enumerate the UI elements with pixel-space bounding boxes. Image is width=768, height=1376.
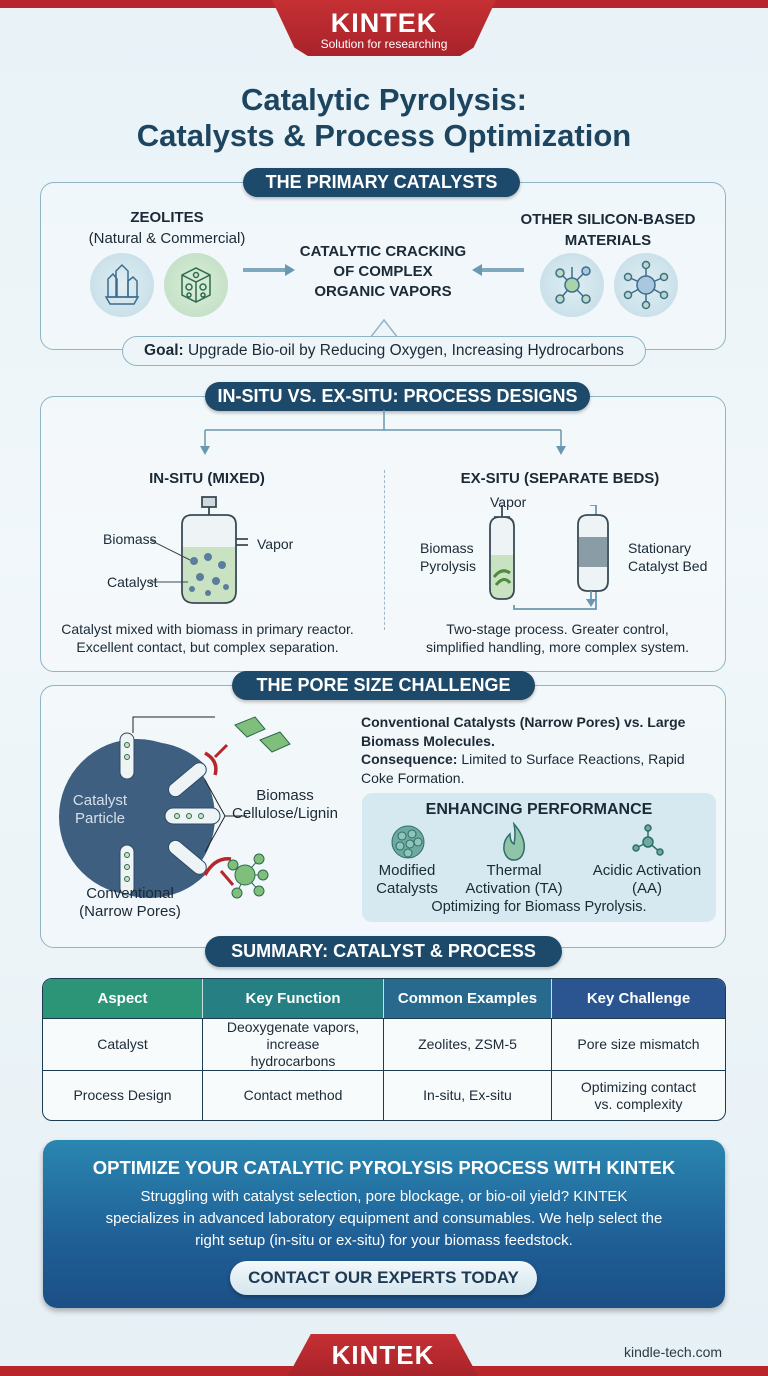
- col-key-challenge: Key Challenge: [552, 979, 725, 1018]
- silica-network-icon: [614, 253, 678, 317]
- enh-modified-line1: Modified: [378, 862, 436, 879]
- insitu-title: IN-SITU (MIXED): [149, 470, 265, 487]
- biomass-mol-line1: Biomass: [256, 787, 314, 804]
- sphere-cluster-icon: [390, 824, 426, 860]
- cracking-line3: ORGANIC VAPORS: [314, 283, 452, 300]
- table-row: [43, 1070, 725, 1120]
- brand-logo: KINTEK: [330, 8, 438, 38]
- enhancing-title: ENHANCING PERFORMANCE: [425, 801, 653, 818]
- particle-line1: Catalyst: [72, 792, 128, 809]
- crystal-icon: [90, 253, 154, 317]
- cell: Pore size mismatch: [552, 1018, 725, 1070]
- zeolites-label: ZEOLITES: [130, 209, 204, 226]
- consequence-label: Consequence:: [361, 751, 458, 767]
- enh-acidic-line1: Acidic Activation: [592, 862, 702, 879]
- insitu-catalyst-label: Catalyst: [107, 574, 158, 590]
- goal-text: Upgrade Bio-oil by Reducing Oxygen, Increasing Hydrocarbons: [183, 342, 624, 359]
- exsitu-vapor-label: Vapor: [490, 494, 527, 510]
- desc-line2: Biomass Molecules.: [361, 732, 495, 749]
- biomass-mol-line2: Cellulose/Lignin: [232, 805, 338, 822]
- silicon-line2: MATERIALS: [564, 232, 652, 249]
- cell: In-situ, Ex-situ: [384, 1070, 552, 1120]
- insitu-caption2: Excellent contact, but complex separation.: [76, 639, 339, 655]
- section-heading-pore: THE PORE SIZE CHALLENGE: [232, 671, 535, 700]
- catalytic-cracking-label: [283, 242, 483, 302]
- exsitu-biomass-label: [420, 539, 476, 575]
- cracking-line2: OF COMPLEX: [333, 263, 433, 280]
- cta-body: [43, 1186, 725, 1252]
- brand-tagline: Solution for researching: [320, 37, 448, 51]
- cta-title: OPTIMIZE YOUR CATALYTIC PYROLYSIS PROCESS WITH KINTEK: [92, 1157, 676, 1178]
- biomass-molecule-label: [225, 787, 345, 823]
- enh-item-acidic: [582, 862, 712, 898]
- enh-modified-line2: Catalysts: [376, 880, 438, 897]
- cta-body-line3: right setup (in-situ or ex-situ) for your biomass feedstock.: [195, 1232, 573, 1249]
- silica-molecule-icon: [540, 253, 604, 317]
- zeolites-sublabel: (Natural & Commercial): [88, 230, 246, 247]
- summary-table-wrap: [42, 978, 726, 1121]
- conv-line2: (Narrow Pores): [79, 903, 181, 920]
- mixed-reactor-icon: [150, 495, 270, 610]
- col-common-examples: Common Examples: [384, 979, 552, 1018]
- molecule-icon: [628, 824, 668, 860]
- branch-connector: [195, 410, 575, 460]
- cta-body-line1: Struggling with catalyst selection, pore blockage, or bio-oil yield? KINTEK: [140, 1188, 628, 1205]
- insitu-vapor-label: Vapor: [257, 536, 294, 552]
- enh-footer: Optimizing for Biomass Pyrolysis.: [431, 899, 647, 915]
- enh-item-modified: [362, 862, 452, 898]
- insitu-caption1: Catalyst mixed with biomass in primary reactor.: [61, 621, 354, 637]
- cell: Deoxygenate vapors, increase hydrocarbons: [203, 1018, 384, 1070]
- cell: Optimizing contact vs. complexity: [552, 1070, 725, 1120]
- pore-description: [361, 713, 685, 787]
- particle-line2: Particle: [74, 810, 126, 827]
- cell: Contact method: [203, 1070, 384, 1120]
- footer-logo: KINTEK: [331, 1340, 435, 1370]
- catalyst-particle-label: [60, 792, 140, 828]
- goal-banner: [122, 336, 646, 366]
- desc-line1: Conventional Catalysts (Narrow Pores) vs. Large: [361, 714, 686, 730]
- pointer-notch: [370, 318, 398, 338]
- conventional-label: [65, 885, 195, 921]
- cell: Zeolites, ZSM-5: [384, 1018, 552, 1070]
- cell: Catalyst: [43, 1018, 203, 1070]
- summary-table: [42, 978, 726, 1121]
- enh-item-thermal: [454, 862, 574, 898]
- cracking-line1: CATALYTIC CRACKING: [299, 243, 467, 260]
- bed-line2: Catalyst Bed: [628, 558, 708, 574]
- cell: Process Design: [43, 1070, 203, 1120]
- cta-body-line2: specializes in advanced laboratory equipment and consumables. We help select the: [105, 1210, 663, 1227]
- section-heading-process: IN-SITU VS. EX-SITU: PROCESS DESIGNS: [205, 382, 590, 411]
- exsitu-caption2: simplified handling, more complex system.: [426, 639, 689, 655]
- enh-acidic-line2: (AA): [632, 880, 662, 897]
- arrow-left-icon: [468, 262, 524, 278]
- table-header-row: [43, 979, 725, 1018]
- contact-experts-button[interactable]: CONTACT OUR EXPERTS TODAY: [230, 1261, 537, 1295]
- website-link[interactable]: kindle-tech.com: [624, 1344, 723, 1360]
- consequence-line2: Coke Formation.: [361, 769, 465, 786]
- insitu-biomass-label: Biomass: [103, 531, 157, 547]
- exsitu-caption1: Two-stage process. Greater control,: [446, 621, 669, 637]
- conv-line1: Conventional: [86, 885, 174, 902]
- biomass-line1: Biomass: [420, 540, 474, 556]
- section-heading-summary: SUMMARY: CATALYST & PROCESS: [205, 936, 562, 967]
- section-heading-primary: THE PRIMARY CATALYSTS: [243, 168, 520, 197]
- biomass-line2: Pyrolysis: [420, 558, 477, 574]
- enh-thermal-line2: Activation (TA): [465, 880, 563, 897]
- divider: [384, 470, 385, 630]
- enh-thermal-line1: Thermal: [486, 862, 542, 879]
- consequence-line1: Limited to Surface Reactions, Rapid: [457, 751, 685, 767]
- page-title-line1: Catalytic Pyrolysis:: [240, 82, 528, 117]
- silicon-materials-label: [508, 209, 708, 251]
- col-aspect: Aspect: [43, 979, 203, 1018]
- exsitu-bed-label: [628, 539, 707, 575]
- page-title-line2: Catalysts & Process Optimization: [136, 118, 632, 153]
- table-row: [43, 1018, 725, 1070]
- silicon-line1: OTHER SILICON-BASED: [520, 211, 696, 228]
- bed-line1: Stationary: [628, 540, 692, 556]
- separate-beds-icon: [480, 505, 630, 615]
- col-key-function: Key Function: [203, 979, 384, 1018]
- exsitu-title: EX-SITU (SEPARATE BEDS): [460, 470, 660, 487]
- zeolite-cube-icon: [164, 253, 228, 317]
- goal-label: Goal:: [144, 342, 184, 359]
- flame-icon: [500, 822, 528, 862]
